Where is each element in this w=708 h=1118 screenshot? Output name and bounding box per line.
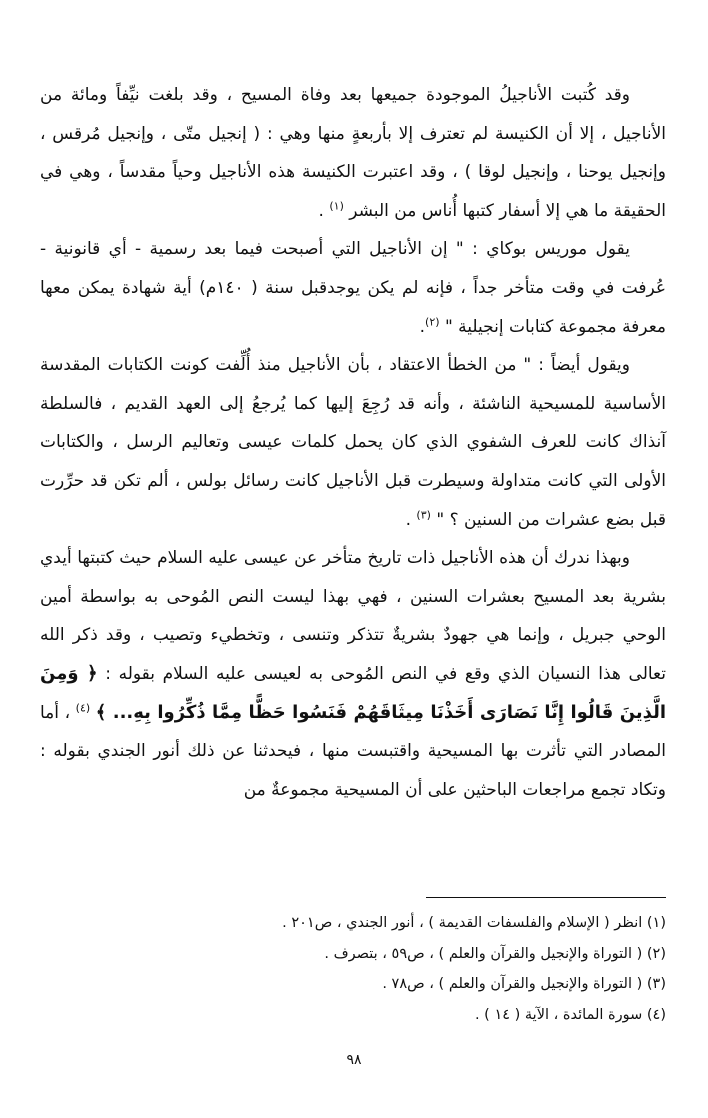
- page-number: ٩٨: [346, 1052, 362, 1068]
- footnote-marker-2: (٢): [425, 314, 440, 328]
- paragraph-4-text-after: ، أما المصادر التي تأثرت بها المسيحية واقتبست منها ، فيحدثنا عن ذلك أنور الجندي بقوله : وتكاد تجمع مراجعات الباحثين على أن المسيحية مجموعةٌ من: [40, 702, 666, 800]
- footnote-3: (٣) ( التوراة والإنجيل والقرآن والعلم ) ، ص٧٨ .: [382, 976, 666, 992]
- main-text: [40, 76, 666, 809]
- paragraph-1-text: وقد كُتبت الأناجيلُ الموجودة جميعها بعد وفاة المسيح ، وقد بلغت نيِّفاً ومائة من الأناجيل ، إلا أن الكنيسة لم تعترف إلا بأربعةٍ منها وهي : ( إنجيل متّى ، وإنجيل مُرقس ، وإنجيل يوحنا ، وإنجيل لوقا ) ، وقد اعتبرت الكنيسة هذه الأناجيل وحياً مقدساً ، وهي في الحقيقة ما هي إلا أسفار كتبها أُناس من البشر: [40, 85, 666, 221]
- paragraph-1: [40, 76, 666, 230]
- paragraph-3-text: ويقول أيضاً : " من الخطأ الاعتقاد ، بأن الأناجيل منذ أُلِّفت كونت الكتابات المقدسة الأساسية للمسيحية الناشئة ، وأنه قد رُجِعَ إليها كما يُرجعُ إلى العهد القديم ، فالسلطة آنذاك كانت للعرف الشفوي الذي كان يحمل كلمات عيسى وتعاليم الرسل ، والكتابات الأولى التي كانت متداولة وسيطرت قبل الأناجيل كانت رسائل بولس ، ألم تكن قد حرِّرت قبل بضع عشرات من السنين ؟ ": [40, 355, 666, 530]
- footnote-4: (٤) سورة المائدة ، الآية ( ١٤ ) .: [474, 1006, 666, 1023]
- footnote-divider: [426, 897, 666, 898]
- paragraph-3-end: .: [405, 509, 417, 530]
- footnotes: [40, 908, 666, 1030]
- quran-verse: ﴿ وَمِنَ الَّذِينَ قَالُوا إِنَّا نَصَارَى أَخَذْنَا مِيثَاقَهُمْ فَنَسُوا حَظًّا مِمَّا ذُكِّرُوا بِهِ... ﴾: [40, 662, 666, 723]
- paragraph-4: [40, 539, 666, 809]
- paragraph-4-text-before: وبهذا ندرك أن هذه الأناجيل ذات تاريخ متأخر عن عيسى عليه السلام حيث كتبتها أيدي بشرية بعد المسيح بعشرات السنين ، فهي بهذا ليست النص المُوحى به بواسطة أمين الوحي جبريل ، وإنما هي جهودٌ بشريةٌ تتذكر وتنسى ، وتخطيء وتصيب ، وقد ذكر الله تعالى هذا النسيان الذي وقع في النص المُوحى به لعيسى عليه السلام بقوله :: [40, 548, 666, 684]
- footnote-marker-3: (٣): [416, 507, 431, 521]
- paragraph-2-text: يقول موريس بوكاي : " إن الأناجيل التي أصبحت فيما بعد رسمية - أي قانونية - عُرفت في وقت متأخر جداً ، فإنه لم يكن يوجدقبل سنة ( ١٤٠م) أية شهادة يمكن معها معرفة مجموعة كتابات إنجيلية ": [40, 239, 666, 337]
- footnote-1: (١) انظر ( الإسلام والفلسفات القديمة ) ، أنور الجندي ، ص٢٠١ .: [282, 915, 666, 931]
- paragraph-3: [40, 346, 666, 539]
- footnote-marker-4: (٤): [75, 700, 91, 714]
- footnote-marker-1: (١): [329, 199, 344, 213]
- paragraph-2-end: .: [419, 316, 426, 337]
- paragraph-2: [40, 230, 666, 346]
- footnote-2: (٢) ( التوراة والإنجيل والقرآن والعلم ) ، ص٥٩ ، بتصرف .: [324, 945, 666, 962]
- paragraph-1-end: .: [318, 200, 330, 221]
